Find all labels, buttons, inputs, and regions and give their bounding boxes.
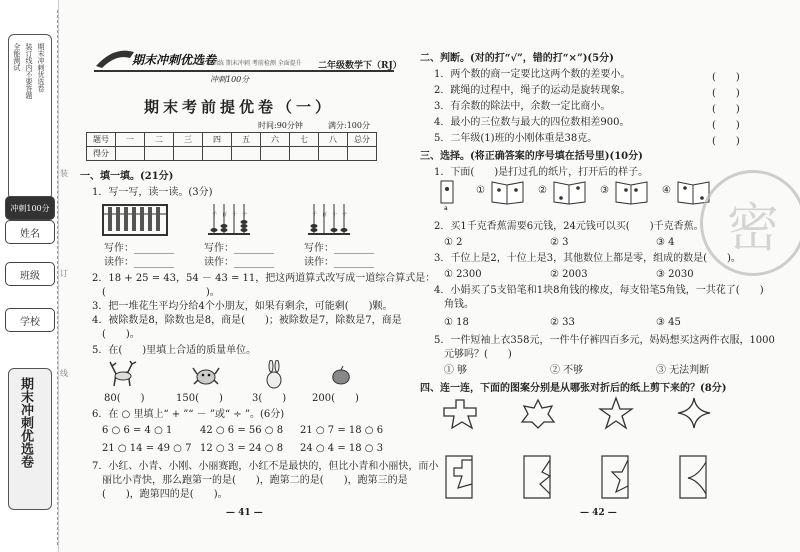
right-page	[420, 0, 790, 552]
folded-paper-4-icon[interactable]	[678, 454, 708, 500]
q1: 1．写一写，读一读。(3分)	[92, 187, 213, 198]
c1-opt-2[interactable]: ②	[538, 185, 547, 196]
c4-opt-3[interactable]: ③ 45	[656, 317, 681, 328]
school-label: 学校	[5, 308, 55, 332]
header-tagline: 专项训练 期末冲刺 考前检测 全面提升	[200, 60, 302, 67]
cut-char-3: 线	[60, 369, 68, 378]
shape-diamond-icon[interactable]	[676, 396, 712, 430]
full-score-label: 满分:100分	[328, 121, 370, 130]
score-cell[interactable]	[319, 147, 348, 161]
q6-r2-b[interactable]: 12 ○ 3 = 24 ○ 8	[200, 443, 284, 454]
c5-opt-3[interactable]: ③ 无法判断	[656, 365, 710, 376]
score-h4: 四	[203, 133, 232, 147]
write-3[interactable]: 写作：________	[304, 243, 374, 254]
choice-3: 3．千位上是2，十位上是3，其他数位上都是零，组成的数是( )。	[434, 253, 741, 264]
name-label: 姓名	[5, 220, 55, 244]
c3-opt-3[interactable]: ③ 2030	[656, 269, 694, 280]
score-h0: 题号	[87, 133, 116, 147]
score-cell[interactable]	[261, 147, 290, 161]
q6: 6．在 ○ 里填上“ + ”“ － ”或“ ÷ ”。(6分)	[92, 409, 285, 420]
abacus2-hundreds: 百	[222, 212, 228, 218]
open-paper-option-1	[490, 180, 526, 206]
score-h2: 二	[145, 133, 174, 147]
section-2-title: 二、判断。(对的打“√”，错的打“×”)(5分)	[420, 53, 614, 64]
section-4-title: 四、连一连，下面的图案分别是从哪张对折后的纸上剪下来的？(8分)	[420, 383, 727, 394]
score-h3: 三	[174, 133, 203, 147]
crab-icon	[192, 362, 220, 388]
shape-cross-icon[interactable]	[442, 398, 478, 430]
confidential-seal: 密	[700, 170, 800, 276]
deer-icon	[108, 360, 138, 390]
grade-label: 二年级数学下（RJ）	[318, 61, 402, 71]
judge-2: 2．跳绳的过程中，绳子的运动是旋转现象。	[434, 85, 631, 96]
open-paper-option-3	[614, 180, 650, 206]
notice-text-2: 装订线内不要答题	[25, 43, 33, 99]
q6-r1-c[interactable]: 21 ○ 7 = 18 ○ 6	[300, 425, 384, 436]
logo-text: 期末冲刺优选卷	[132, 53, 217, 67]
q6-r1-a[interactable]: 6 ○ 6 = 4 ○ 1	[102, 425, 173, 436]
q7-line1: 7．小红、小青、小刚、小丽赛跑，小红不是最快的，但比小青和小丽快，而小	[92, 461, 439, 472]
unit-3[interactable]: 3( )	[252, 393, 287, 404]
peach-icon	[328, 364, 354, 386]
judge-2-answer[interactable]: ( )	[712, 88, 740, 99]
q6-r2-c[interactable]: 24 ○ 4 = 18 ○ 3	[300, 443, 384, 454]
score-cell[interactable]	[145, 147, 174, 161]
score-h5: 五	[232, 133, 261, 147]
left-page	[80, 0, 439, 552]
c1-opt-3[interactable]: ③	[600, 185, 609, 196]
q4: 4．被除数是8，除数也是8，商是( )；被除数是7，除数是7，商是	[92, 315, 402, 326]
brand-box	[8, 368, 52, 510]
page-number-right: — 42 —	[580, 508, 617, 518]
shape-star-icon[interactable]	[598, 396, 634, 430]
abacus3-ones: 个	[342, 212, 348, 218]
score-cell[interactable]	[290, 147, 319, 161]
c5-opt-2[interactable]: ② 不够	[550, 365, 584, 376]
choice-1: 1．下面( )是打过孔的纸片，打开后的样子。	[434, 167, 649, 178]
abacus2-ones: 个	[242, 212, 248, 218]
score-h8: 八	[319, 133, 348, 147]
abacus-3	[306, 200, 352, 236]
c5-opt-1[interactable]: ① 够	[444, 365, 468, 376]
abacus2-tens: 十	[232, 212, 238, 218]
notice-box	[8, 34, 52, 200]
page-number-left: — 41 —	[226, 508, 263, 518]
cut-char-2: 订	[60, 269, 68, 278]
score-cell[interactable]	[203, 147, 232, 161]
choice-4: 4．小娟买了5支铅笔和1块8角钱的橡皮，每支铅笔5角钱，一共花了( )	[434, 285, 764, 296]
score-table	[86, 132, 377, 161]
write-2[interactable]: 写作：________	[204, 243, 274, 254]
choice-5-cont: 元够吗？( )	[444, 349, 512, 360]
score-cell[interactable]	[348, 147, 377, 161]
judge-3-answer[interactable]: ( )	[712, 104, 740, 115]
folded-paper-1-icon[interactable]	[444, 454, 474, 500]
read-1[interactable]: 读作：________	[104, 257, 174, 268]
score-h7: 七	[290, 133, 319, 147]
q6-r1-b[interactable]: 42 ○ 6 = 56 ○ 8	[200, 425, 284, 436]
q3: 3．把一堆花生平均分给4个小朋友，如果有剩余，可能剩( )颗。	[92, 301, 393, 312]
unit-2[interactable]: 150( )	[176, 393, 223, 404]
judge-5-answer[interactable]: ( )	[712, 136, 740, 147]
c4-opt-1[interactable]: ① 18	[444, 317, 469, 328]
svg-text:a: a	[444, 205, 448, 210]
brand-vertical: 期末冲刺优选卷	[18, 377, 33, 468]
shape-flower-icon[interactable]	[520, 398, 556, 430]
judge-1-answer[interactable]: ( )	[712, 72, 740, 83]
c3-opt-2[interactable]: ② 2003	[550, 269, 588, 280]
judge-4: 4．最小的三位数与最大的四位数相差900。	[434, 117, 630, 128]
rabbit-icon	[260, 360, 288, 390]
class-label: 班级	[5, 262, 55, 286]
q6-r2-a[interactable]: 21 ○ 14 = 49 ○ 7	[102, 443, 192, 454]
c3-opt-1[interactable]: ① 2300	[444, 269, 482, 280]
score-cell[interactable]	[116, 147, 145, 161]
abacus3-tens: 十	[332, 212, 338, 218]
header-rule	[94, 70, 394, 72]
read-3[interactable]: 读作：________	[304, 257, 374, 268]
score-h1: 一	[116, 133, 145, 147]
folded-paper-3-icon[interactable]	[600, 454, 630, 500]
read-2[interactable]: 读作：________	[204, 257, 274, 268]
c1-opt-4[interactable]: ④	[662, 185, 671, 196]
score-cell[interactable]	[174, 147, 203, 161]
score-r0: 得分	[87, 147, 116, 161]
judge-3: 3．有余数的除法中，余数一定比商小。	[434, 101, 611, 112]
motto: 冲刺100分	[210, 75, 250, 84]
open-paper-option-2	[552, 180, 588, 206]
judge-4-answer[interactable]: ( )	[712, 120, 740, 131]
abacus3-hundreds: 百	[322, 212, 328, 218]
abacus2-thousands: 千	[212, 212, 218, 218]
abacus-2	[206, 200, 252, 236]
score-h9: 总分	[348, 133, 377, 147]
c2-opt-1[interactable]: ① 2	[444, 237, 463, 248]
abacus-1	[102, 204, 168, 236]
binding-sidebar	[0, 0, 59, 552]
choice-5: 5．一件短袖上衣358元，一件牛仔裤四百多元，妈妈想买这两件衣服，1000	[434, 335, 775, 346]
section-1-title: 一、填一填。(21分)	[80, 171, 174, 182]
cut-char-1: 装	[60, 169, 68, 178]
unit-4[interactable]: 200( )	[312, 393, 359, 404]
folded-paper-2-icon[interactable]	[522, 454, 552, 500]
abacus3-thousands: 千	[312, 212, 318, 218]
q4-answer[interactable]: ( )。	[102, 329, 140, 340]
q2-answer[interactable]: ( )。	[102, 287, 220, 298]
notice-text-3: 全能测试	[13, 43, 21, 71]
judge-1: 1．两个数的商一定要比这两个数的差要小。	[434, 69, 631, 80]
score-cell[interactable]	[232, 147, 261, 161]
section-3-title: 三、选择。(将正确答案的序号填在括号里)(10分)	[420, 151, 643, 162]
punched-paper-icon	[440, 180, 456, 210]
motto-tag: 冲刺100分	[5, 196, 55, 220]
q7-line3: ( )，跑第四的是( )。	[102, 489, 228, 500]
cut-line	[57, 10, 58, 545]
c4-opt-2[interactable]: ② 33	[550, 317, 575, 328]
c2-opt-2[interactable]: ② 3	[550, 237, 569, 248]
time-label: 时间:90分钟	[258, 121, 303, 130]
write-1[interactable]: 写作：________	[104, 243, 174, 254]
notice-text: 期末冲刺优选卷	[37, 43, 45, 92]
unit-1[interactable]: 80( )	[104, 393, 145, 404]
q5: 5．在( )里填上合适的质量单位。	[92, 345, 257, 356]
c1-opt-1[interactable]: ①	[476, 185, 485, 196]
choice-2: 2．买1千克香蕉需要6元钱，24元钱可以买( )千克香蕉。	[434, 221, 704, 232]
page-title: 期末考前提优卷（一）	[144, 98, 335, 116]
q7-line2: 丽比小青快，那么跑第一的是( )，跑第二的是( )，跑第三的是	[102, 475, 408, 486]
q2: 2．18 + 25 = 43，54 － 43 = 11，把这两道算式改写成一道综合算式是：	[92, 273, 436, 284]
judge-5: 5．二年级(1)班的小刚体重是38克。	[434, 133, 598, 144]
c2-opt-3[interactable]: ③ 4	[656, 237, 675, 248]
choice-4-cont: 角钱。	[444, 299, 474, 310]
score-h6: 六	[261, 133, 290, 147]
